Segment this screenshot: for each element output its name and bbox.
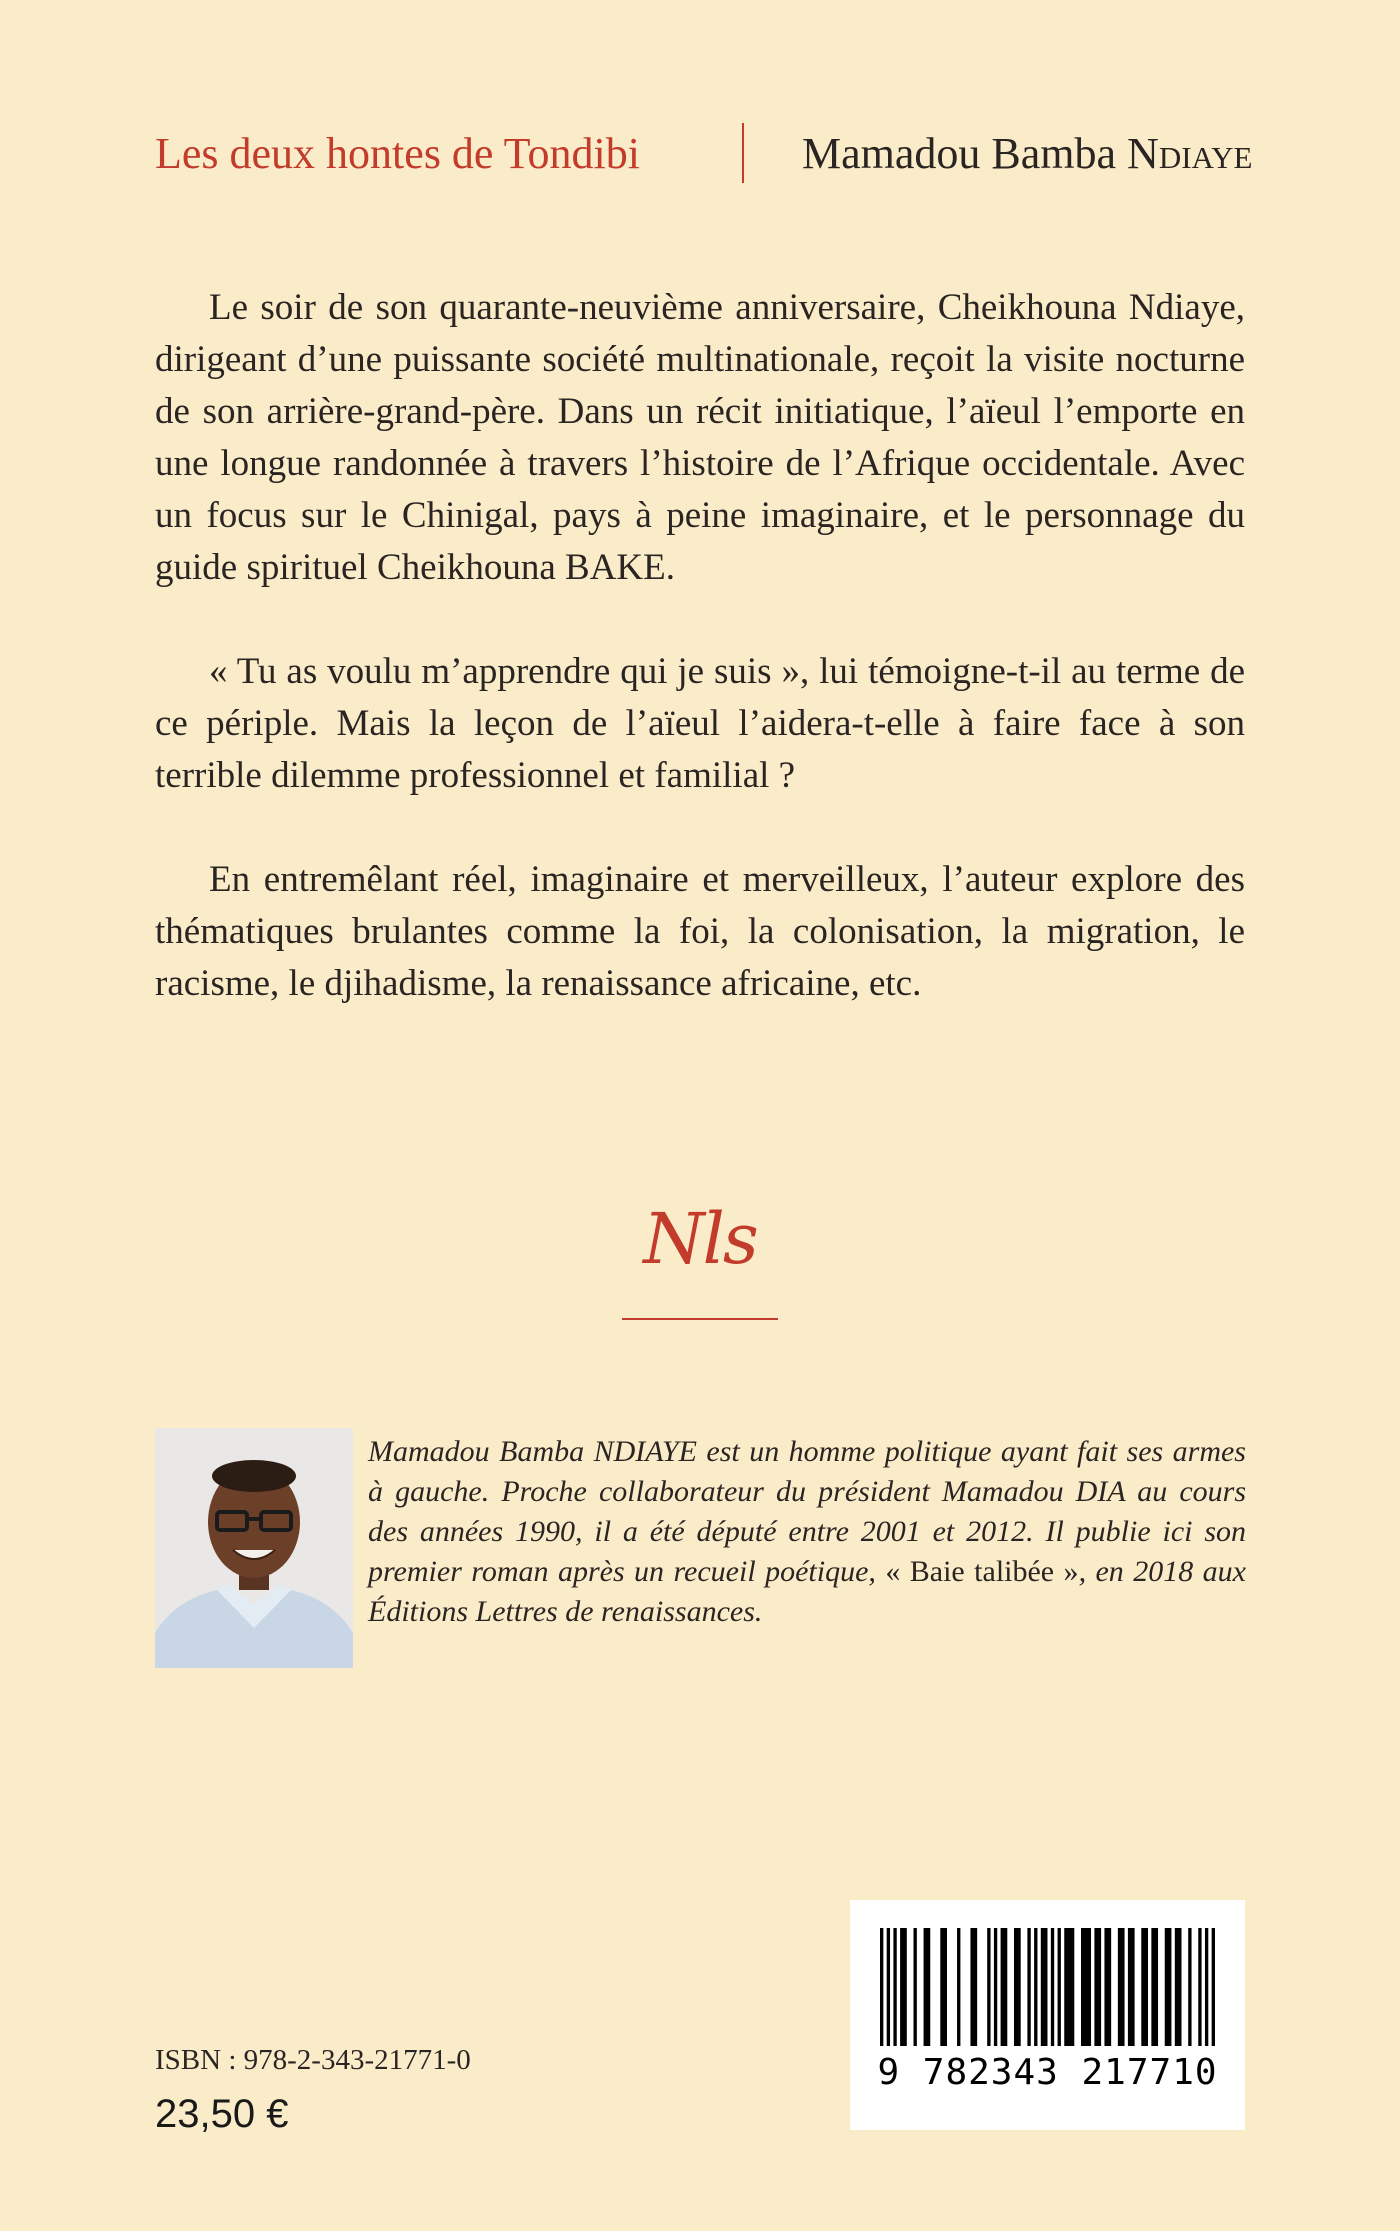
barcode-bar xyxy=(1118,1928,1125,2046)
author-portrait xyxy=(155,1428,353,1668)
barcode-bar xyxy=(1058,1928,1061,2046)
barcode-bar xyxy=(1188,1928,1191,2046)
barcode-bar xyxy=(970,1928,977,2046)
barcode-bar xyxy=(1051,1928,1054,2046)
cover-header xyxy=(0,118,1400,188)
barcode-bar xyxy=(1165,1928,1172,2046)
barcode-bar xyxy=(1175,1928,1182,2046)
barcode-bar xyxy=(1104,1928,1111,2046)
barcode-bar xyxy=(1141,1928,1148,2046)
barcode-bar xyxy=(1027,1928,1030,2046)
barcode-bar xyxy=(1081,1928,1091,2046)
author-last-name: Ndiaye xyxy=(1127,129,1253,178)
barcode-bar xyxy=(1014,1928,1021,2046)
barcode-bar xyxy=(887,1928,890,2046)
barcode-bar xyxy=(940,1928,947,2046)
barcode-bar xyxy=(1198,1928,1201,2046)
barcode-bar xyxy=(1034,1928,1037,2046)
isbn: ISBN : 978-2-343-21771-0 xyxy=(155,2044,471,2076)
blurb-paragraph-1: Le soir de son quarante-neuvième anniversaire, Cheikhouna Ndiaye, dirigeant d’une puissante société multinationale, reçoit la visite nocturne de son arrière-grand-père. Dans un récit initiatique, l’aïeul l’emporte en une longue randonnée à travers l’histoire de l’Afrique occidentale. Avec un focus sur le Chinigal, pays à peine imaginaire, et le personnage du guide spirituel Cheikhouna BAKE. xyxy=(155,287,1245,588)
barcode-bar xyxy=(914,1928,917,2046)
publisher-logo: Nls xyxy=(643,1198,757,1280)
barcode-bar xyxy=(987,1928,990,2046)
bio-text-before: Mamadou Bamba NDIAYE est un homme politique ayant fait ses armes à gauche. Proche collaborateur du président Mamadou DIA au cours des années 1990, il a été député entre 2001 et 2012. Il publie ici son premier roman après un recueil poétique, xyxy=(368,1435,1246,1588)
header-divider xyxy=(742,123,744,183)
barcode-digits: 9 782343 217710 xyxy=(877,2052,1218,2093)
logo-underline xyxy=(622,1318,778,1320)
barcode-bar xyxy=(880,1928,883,2046)
price: 23,50 € xyxy=(155,2092,289,2136)
author-bio xyxy=(368,1432,1246,1632)
barcode-bar xyxy=(893,1928,896,2046)
barcode-bars xyxy=(850,1900,1245,2050)
blurb-paragraph-2: « Tu as voulu m’apprendre qui je suis », lui témoigne-t-il au terme de ce périple. Mais la leçon de l’aïeul l’aidera-t-elle à faire face à son terrible dilemme professionnel et familial ? xyxy=(155,651,1245,796)
bio-text-after: , en 2018 aux Éditions Lettres de renaissances. xyxy=(368,1555,1246,1628)
barcode-bar xyxy=(1001,1928,1008,2046)
barcode-bar xyxy=(1094,1928,1101,2046)
barcode-bar xyxy=(1205,1928,1208,2046)
bio-book-title: « Baie talibée » xyxy=(885,1555,1079,1588)
barcode-bar xyxy=(1041,1928,1048,2046)
barcode-bar xyxy=(1151,1928,1158,2046)
book-title: Les deux hontes de Tondibi xyxy=(155,129,640,178)
barcode-bar xyxy=(957,1928,960,2046)
blurb-paragraph-3: En entremêlant réel, imaginaire et merveilleux, l’auteur explore des thématiques brulantes comme la foi, la colonisation, la migration, le racisme, le djihadisme, la renaissance africaine, etc. xyxy=(155,859,1245,1004)
barcode-bar xyxy=(994,1928,997,2046)
author-portrait-image xyxy=(155,1428,353,1668)
barcode-bar xyxy=(1064,1928,1074,2046)
author-first-name: Mamadou Bamba xyxy=(802,129,1128,178)
back-cover-blurb xyxy=(155,282,1245,1062)
barcode xyxy=(850,1900,1245,2130)
barcode-bar xyxy=(924,1928,931,2046)
barcode-bar xyxy=(1128,1928,1135,2046)
barcode-bar xyxy=(1212,1928,1215,2046)
barcode-bar xyxy=(900,1928,907,2046)
author-name xyxy=(802,128,1252,179)
